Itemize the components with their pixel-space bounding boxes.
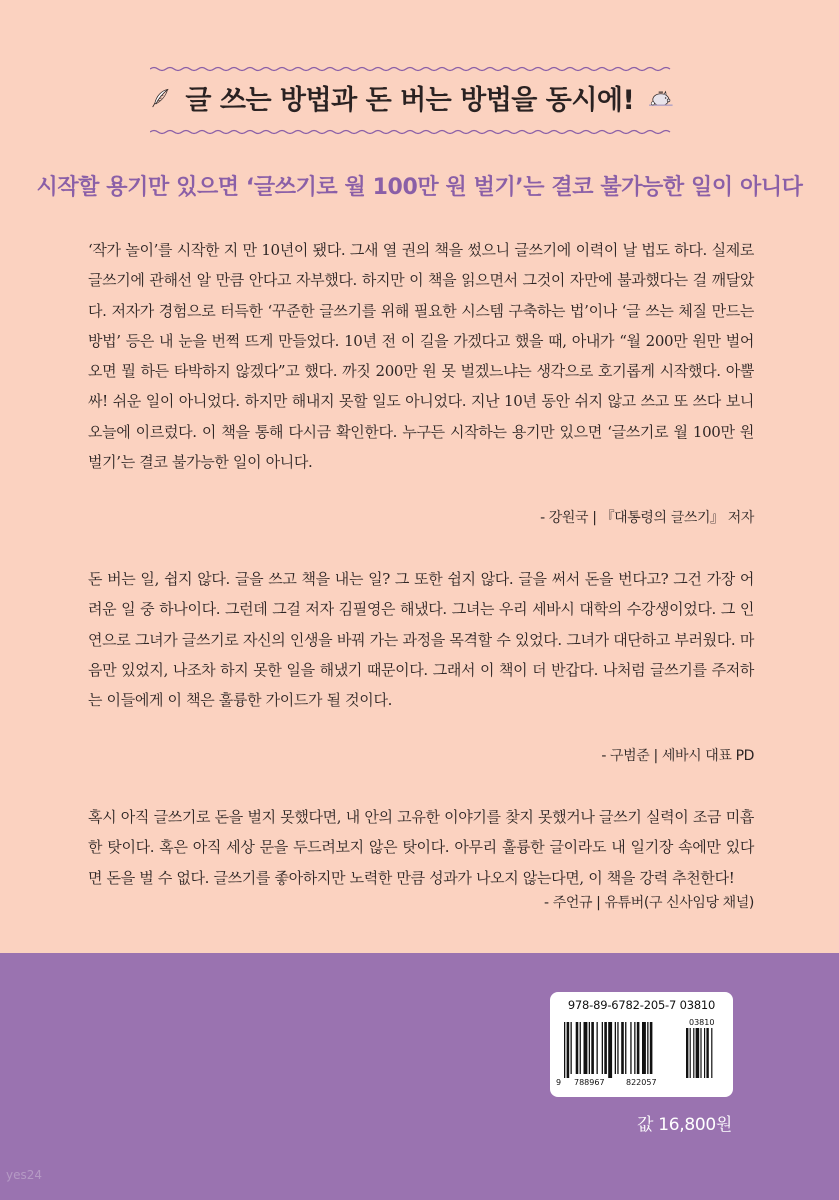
header-banner (150, 75, 674, 120)
top-wavy-line (150, 66, 674, 72)
blurb-text: 돈 버는 일, 쉽지 않다. 글을 쓰고 책을 내는 일? 그 또한 쉽지 않다. 글을 써서 돈을 번다고? 그건 가장 어려운 일 중 하나이다. 그런데 그걸 저자 김필영은 해냈다. 그녀는 우리 세바시 대학의 수강생이었다. 그 인연으로 그녀가 글쓰기로 자신의 인생을 바꿔 가는 과정을 목격할 수 있었다. 그녀가 대단하고 부러웠다. 마음만 있었지, 나조차 하지 못한 일을 해냈기 때문이다. 그래서 이 책이 더 반갑다. 나처럼 글쓰기를 주저하는 이들에게 이 책은 훌륭한 가이드가 될 것이다. (88, 570, 754, 710)
isbn-number: 978-89-6782-205-7 03810 (567, 998, 716, 1012)
blurb-3 (88, 802, 754, 923)
piggy-bank-icon (648, 81, 674, 115)
barcode-digit-prefix: 9 (556, 1078, 562, 1087)
blurb-signature: - 주언규 | 유튜버(구 신사임당 채널) (536, 888, 754, 918)
blurb-1 (88, 235, 754, 538)
blurb-text: ‘작가 놀이’를 시작한 지 만 10년이 됐다. 그새 열 권의 책을 썼으니 글쓰기에 이력이 날 법도 하다. 실제로 글쓰기에 관해선 알 만큼 안다고 자부했다. 하지만 이 책을 읽으면서 그것이 자만에 불과했다는 걸 깨달았다. 저자가 경험으로 터득한 ‘꾸준한 글쓰기를 위해 필요한 시스템 구축하는 법’이나 ‘글 쓰는 체질 만드는 방법’ 등은 내 눈을 번쩍 뜨게 만들었다. 10년 전 이 길을 가겠다고 했을 때, 아내가 “월 200만 원만 벌어오면 뭘 하든 타박하지 않겠다”고 했다. 까짓 200만 원 못 벌겠느냐는 생각으로 호기롭게 시작했다. 아뿔싸! 쉬운 일이 아니었다. 하지만 해내지 못할 일도 아니었다. 지난 10년 동안 쉬지 않고 쓰고 또 쓰다 보니 오늘에 이르렀다. 이 책을 통해 다시금 확인한다. 누구든 시작하는 용기만 있으면 ‘글쓰기로 월 100만 원 벌기’는 결코 불가능한 일이 아니다. (88, 241, 754, 472)
barcode-digits-left: 788967 (574, 1078, 605, 1087)
blurb-signature: - 구범준 | 세바시 대표 PD (593, 741, 754, 771)
subheadline: 시작할 용기만 있으면 ‘글쓰기로 월 100만 원 벌기’는 결코 불가능한 일이 아니다 (36, 175, 803, 200)
isbn-barcode (550, 992, 733, 1097)
blurb-signature: - 강원국 | 『대통령의 글쓰기』 저자 (532, 503, 754, 533)
barcode-bars (564, 1022, 722, 1078)
price-label: 값 16,800원 (636, 1115, 732, 1135)
bottom-wavy-line (150, 129, 674, 135)
headline-title: 글 쓰는 방법과 돈 버는 방법을 동시에! (185, 85, 635, 116)
barcode-digits-right: 822057 (626, 1078, 657, 1087)
watermark: yes24 (6, 1168, 43, 1182)
blurb-text: 혹시 아직 글쓰기로 돈을 벌지 못했다면, 내 안의 고유한 이야기를 찾지 못했거나 글쓰기 실력이 조금 미흡한 탓이다. 혹은 아직 세상 문을 두드려보지 않은 탓이다. 아무리 훌륭한 글이라도 내 일기장 속에만 있다면 돈을 벌 수 없다. 글쓰기를 좋아하지만 노력한 만큼 성과가 나오지 않는다면, 이 책을 강력 추천한다! (88, 808, 754, 887)
blurb-2 (88, 564, 754, 776)
feather-quill-icon (150, 78, 171, 118)
addon-code: 03810 (689, 1018, 715, 1027)
